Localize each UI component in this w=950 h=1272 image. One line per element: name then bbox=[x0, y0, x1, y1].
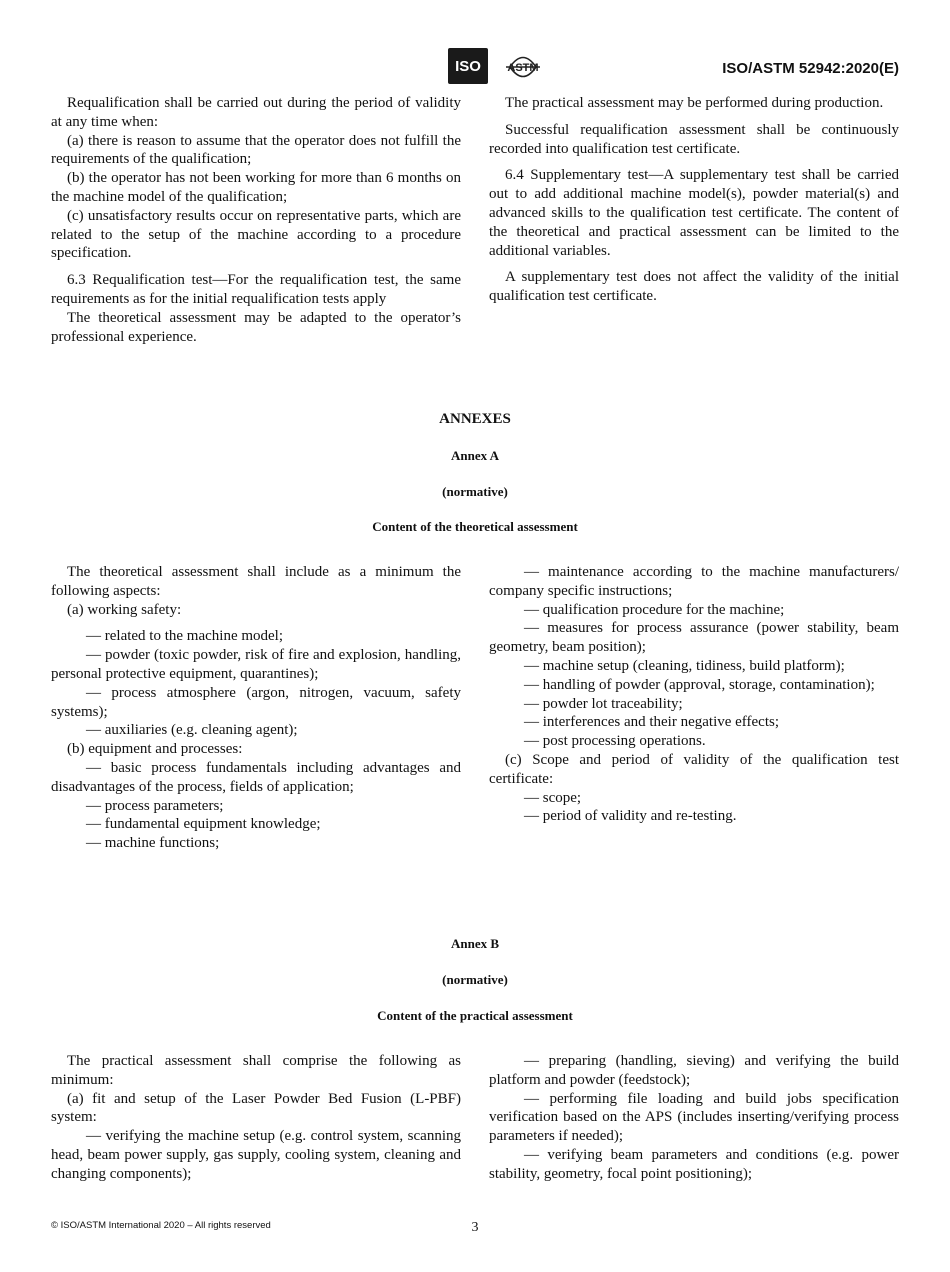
annex-b-right-column bbox=[489, 1052, 899, 1184]
list-item: — basic process fundamentals including advantages and disadvantages of the process, fields of application; bbox=[51, 759, 461, 795]
annex-a-type: (normative) bbox=[442, 484, 508, 499]
list-item: — process atmosphere (argon, nitrogen, vacuum, safety systems); bbox=[51, 684, 461, 720]
paragraph: The theoretical assessment shall include as a minimum the following aspects: bbox=[51, 564, 461, 599]
paragraph: Successful requalification assessment shall be continuously recorded into qualification test certificate. bbox=[489, 121, 899, 157]
paragraph: The practical assessment may be performed during production. bbox=[505, 95, 884, 111]
list-item: — powder lot traceability; bbox=[524, 695, 683, 712]
list-item: — performing file loading and build jobs specification verification based on the APS (includes inserting/verifying process parameters if needed); bbox=[489, 1090, 899, 1145]
paragraph: The practical assessment shall comprise the following as minimum: bbox=[51, 1053, 461, 1088]
iso-logo: ISO bbox=[448, 48, 488, 84]
list-item: (c) Scope and period of validity of the qualification test certificate: bbox=[489, 751, 899, 787]
annex-b-type: (normative) bbox=[442, 972, 508, 987]
list-item: — machine functions; bbox=[86, 835, 220, 852]
paragraph: 6.3 Requalification test—For the requalification test, the same requirements as for the initial requalification tests apply bbox=[51, 272, 461, 307]
list-item: — fundamental equipment knowledge; bbox=[86, 816, 321, 833]
document-id: ISO/ASTM 52942:2020(E) bbox=[722, 60, 899, 77]
list-item: — measures for process assurance (power stability, beam geometry, beam position); bbox=[489, 620, 899, 656]
list-item: — preparing (handling, sieving) and verifying the build platform and powder (feedstock); bbox=[489, 1053, 899, 1088]
list-item: (a) there is reason to assume that the operator does not fulfill the requirements of the qualification; bbox=[51, 132, 461, 168]
paragraph: A supplementary test does not affect the validity of the initial qualification test certificate. bbox=[489, 269, 899, 305]
list-item: — auxiliaries (e.g. cleaning agent); bbox=[86, 722, 298, 739]
list-item: (a) fit and setup of the Laser Powder Bed Fusion (L-PBF) system: bbox=[51, 1090, 461, 1126]
list-item: — maintenance according to the machine manufacturers/ company specific instructions; bbox=[489, 564, 899, 599]
list-item: — process parameters; bbox=[86, 797, 224, 814]
list-item: — handling of powder (approval, storage, contamination); bbox=[524, 676, 875, 693]
annex-b-left-column bbox=[51, 1052, 461, 1184]
astm-logo bbox=[502, 50, 544, 84]
list-item: — related to the machine model; bbox=[86, 628, 284, 645]
annex-b-title: Annex B bbox=[450, 936, 500, 951]
list-item: (c) unsatisfactory results occur on representative parts, which are related to the setup of the machine according to a procedure specification. bbox=[51, 207, 461, 262]
list-item: — period of validity and re-testing. bbox=[524, 808, 737, 825]
list-item: — qualification procedure for the machine; bbox=[524, 601, 785, 618]
annex-a-left-column bbox=[51, 563, 461, 853]
list-item: — interferences and their negative effects; bbox=[524, 714, 780, 731]
paragraph: The theoretical assessment may be adapted to the operator’s professional experience. bbox=[51, 309, 461, 345]
section-6-left-column bbox=[51, 94, 461, 346]
annex-a-title: Annex A bbox=[450, 448, 500, 463]
list-item: — machine setup (cleaning, tidiness, build platform); bbox=[524, 657, 845, 674]
list-item: (b) the operator has not been working for more than 6 months on the machine model of the qualification; bbox=[51, 170, 461, 205]
annex-a-subtitle: Content of the theoretical assessment bbox=[372, 519, 578, 534]
list-item: — verifying the machine setup (e.g. control system, scanning head, beam power supply, gas supply, cooling system, cleaning and changing components); bbox=[51, 1128, 461, 1182]
list-item: — scope; bbox=[524, 789, 582, 806]
page-header bbox=[0, 48, 950, 88]
list-item: — post processing operations. bbox=[524, 733, 706, 750]
list-item: — verifying beam parameters and conditions (e.g. power stability, geometry, focal point positioning); bbox=[489, 1146, 899, 1182]
svg-text:ASTM: ASTM bbox=[507, 62, 539, 74]
list-item: (a) working safety: bbox=[67, 601, 182, 618]
list-item: (b) equipment and processes: bbox=[67, 741, 243, 758]
annex-b-subtitle: Content of the practical assessment bbox=[377, 1008, 573, 1023]
section-6-right-column bbox=[489, 94, 899, 306]
page-number: 3 bbox=[471, 1220, 479, 1235]
annex-a-right-column bbox=[489, 563, 899, 826]
list-item: — powder (toxic powder, risk of fire and explosion, handling, personal protective equipment, quarantines); bbox=[51, 647, 461, 682]
paragraph: 6.4 Supplementary test—A supplementary test shall be carried out to add additional machine model(s), powder material(s) and advanced skills to the qualification test certificate. The content of the theoretical and practical assessment can be limited to the additional variables. bbox=[489, 167, 899, 259]
annexes-heading: ANNEXES bbox=[439, 411, 511, 427]
paragraph: Requalification shall be carried out during the period of validity at any time when: bbox=[51, 95, 461, 130]
copyright-notice: © ISO/ASTM International 2020 – All rights reserved bbox=[51, 1220, 271, 1231]
